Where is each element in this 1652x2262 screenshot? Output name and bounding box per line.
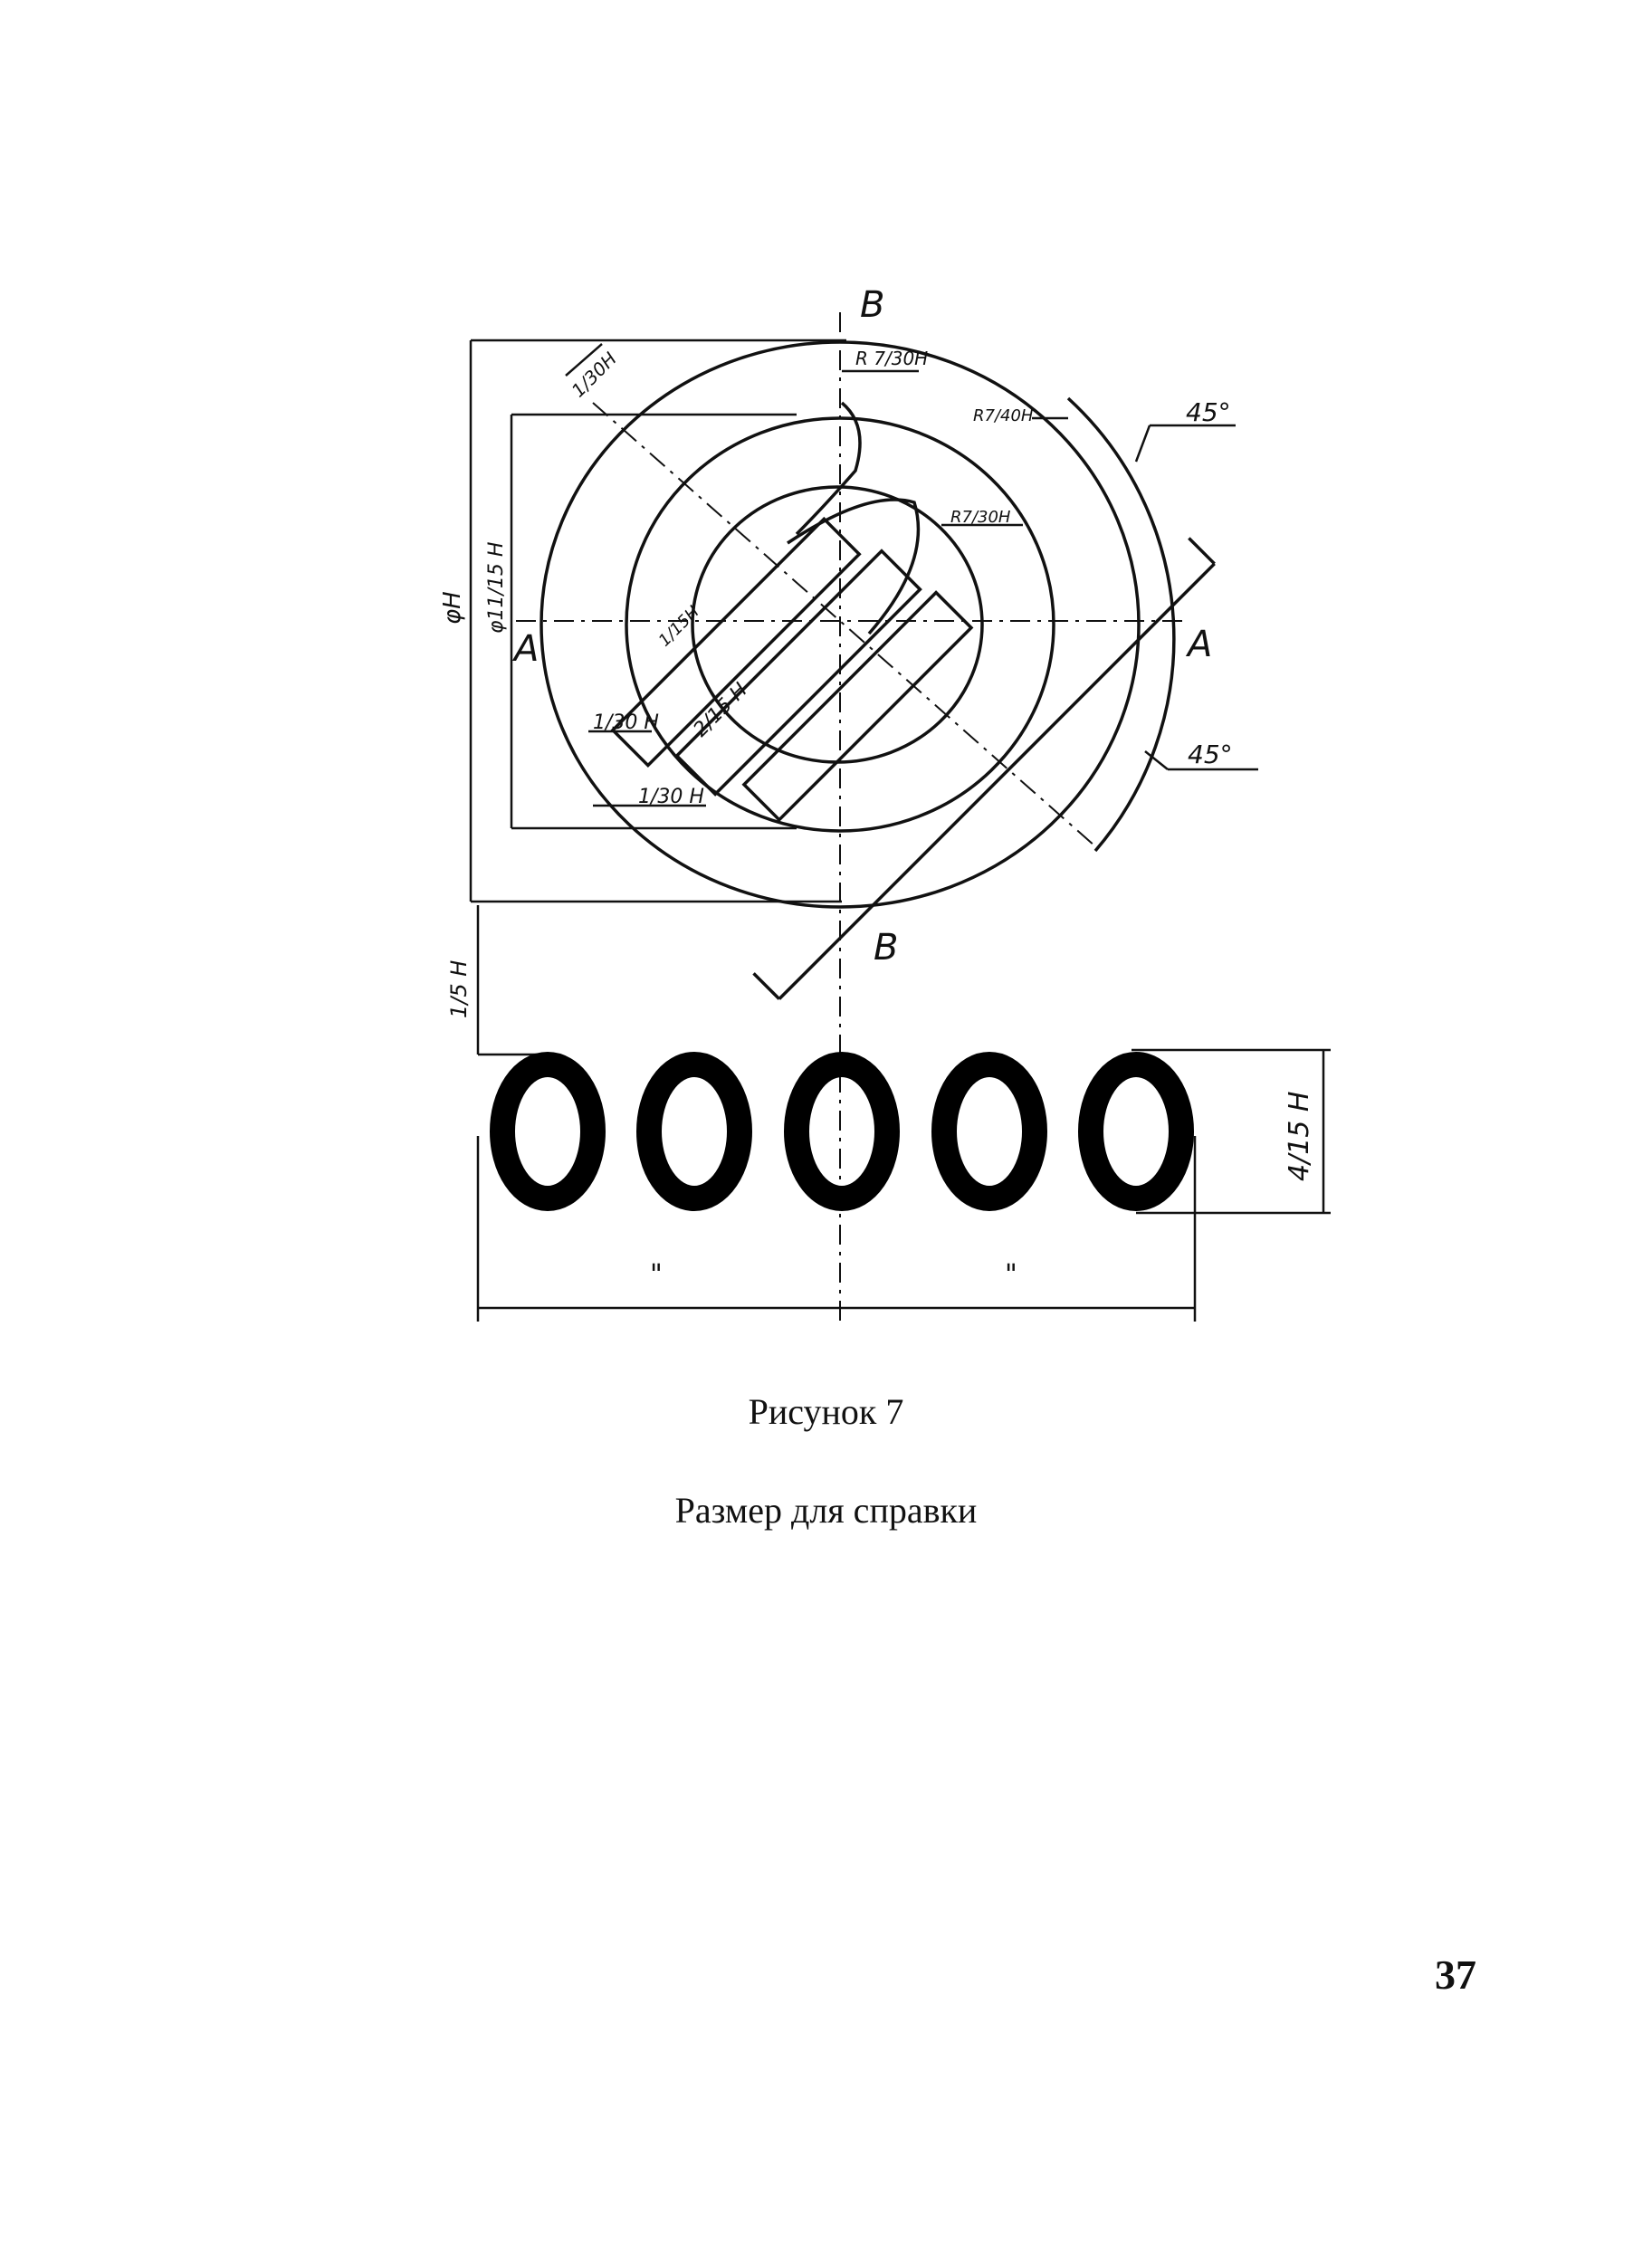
digit-0-4	[944, 1064, 1035, 1198]
digit-0-1	[502, 1064, 593, 1198]
dim-label-radius-1: R 7/30H	[855, 348, 929, 369]
dimension-lines	[471, 340, 1331, 1322]
angle-label-upper: 45°	[1186, 397, 1231, 427]
digit-0-5	[1091, 1064, 1181, 1198]
angle-bar	[779, 564, 1215, 999]
angle-label-lower: 45°	[1188, 740, 1233, 769]
dim-label-radius-2: R7/40H	[973, 406, 1034, 425]
dim-label-width-top: 1/30H	[567, 348, 621, 402]
angle-arc	[1068, 398, 1174, 851]
digit-0-2	[649, 1064, 740, 1198]
digit-row	[502, 1064, 1181, 1198]
angle-bar-end-right	[1189, 539, 1214, 564]
section-label-bottom: B	[874, 927, 899, 969]
dim-label-half-right: "	[1005, 1259, 1017, 1291]
section-label-top: B	[860, 284, 885, 326]
dim-label-outer-diameter: φH	[439, 591, 466, 625]
dim-label-radius-3: R7/30H	[950, 508, 1011, 527]
dim-label-gap: 1/5 H	[446, 959, 472, 1018]
section-label-right: A	[1188, 624, 1213, 665]
page-number: 37	[1435, 1952, 1476, 1998]
dim-label-inner-diameter: φ11/15 H	[485, 541, 508, 634]
dim-label-width-low-1: 1/30 H	[593, 711, 659, 734]
dim-label-width-center: 2/15 H	[689, 678, 752, 742]
figure-caption: Рисунок 7	[748, 1391, 904, 1432]
digit-0-3	[797, 1064, 887, 1198]
dim-label-half-left: "	[650, 1259, 663, 1291]
flame-tip	[797, 403, 860, 534]
dim-label-width-low-2: 1/30 H	[638, 786, 704, 808]
section-label-left: A	[514, 628, 540, 670]
dim-label-digit-height: 4/15 H	[1284, 1091, 1315, 1181]
figure-note: Размер для справки	[674, 1490, 978, 1531]
dim-label-width-mid: 1/15H	[654, 602, 703, 651]
angle-bar-end-left	[754, 973, 779, 998]
